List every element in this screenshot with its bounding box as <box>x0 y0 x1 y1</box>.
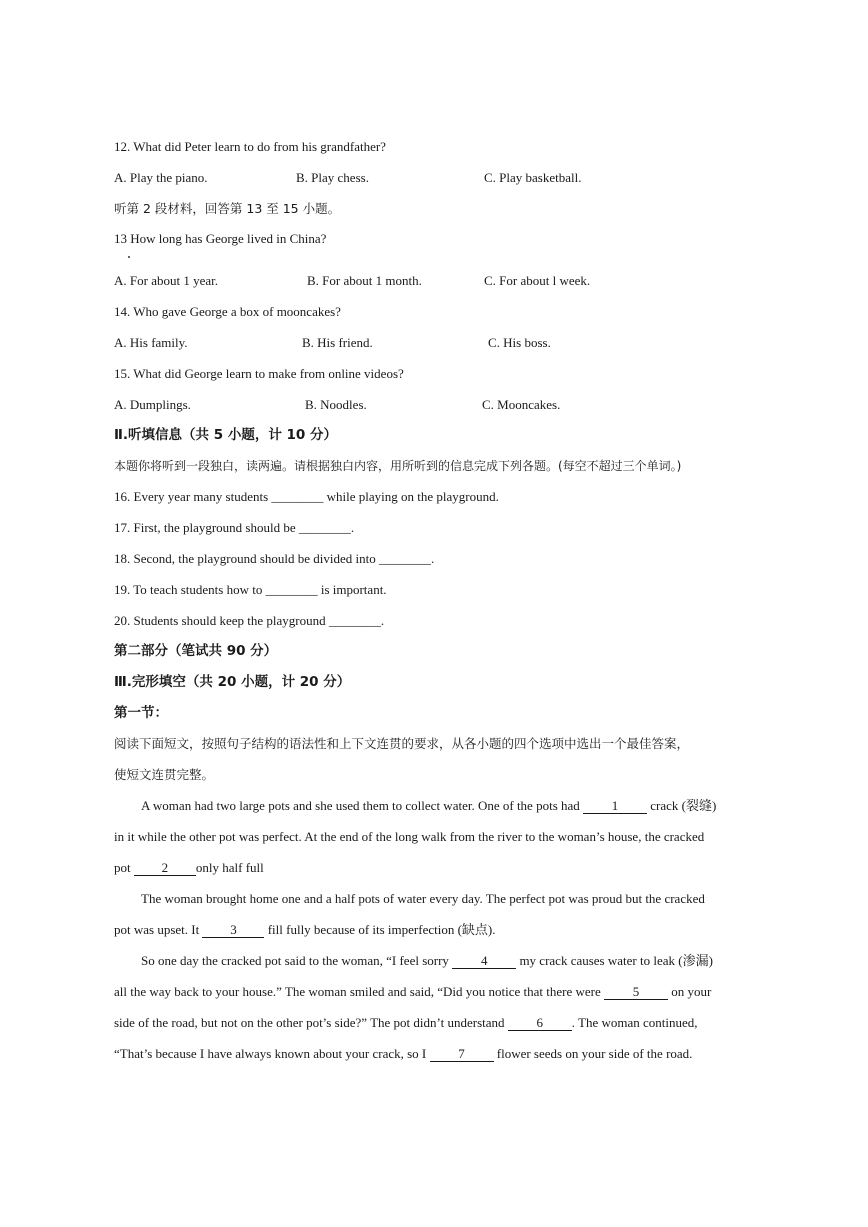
question-14: 14. Who gave George a box of mooncakes? <box>114 304 341 319</box>
passage-line-2: in it while the other pot was perfect. At the end of the long walk from the river to the woman’s house, the cracked <box>114 829 705 844</box>
cloze-blank-2: 2 <box>134 861 196 876</box>
q13-option-c: C. For about l week. <box>484 273 591 288</box>
passage-line-5 <box>114 922 496 938</box>
q14-option-c: C. His boss. <box>488 335 551 350</box>
passage-text: only half full <box>195 860 264 875</box>
passage-line-7 <box>114 984 711 1000</box>
q12-option-a: A. Play the piano. <box>114 170 208 185</box>
passage-text: pot <box>114 860 134 875</box>
written-part-title: 第二部分（笔试共 90 分） <box>114 643 278 659</box>
stray-dot-mark <box>128 256 130 258</box>
q13-option-b: B. For about 1 month. <box>307 273 422 288</box>
cloze-instructions-line-2: 使短文连贯完整。 <box>114 767 215 782</box>
question-15: 15. What did George learn to make from online videos? <box>114 366 404 381</box>
passage-text: “That’s because I have always known about your crack, so I <box>114 1046 430 1061</box>
part-3-title: Ⅲ.完形填空（共 20 小题，计 20 分） <box>114 674 351 690</box>
cloze-blank-4: 4 <box>452 954 516 969</box>
fill-question-17: 17. First, the playground should be ________. <box>114 520 355 535</box>
question-12: 12. What did Peter learn to do from his grandfather? <box>114 139 386 154</box>
fill-question-20: 20. Students should keep the playground ________. <box>114 613 385 628</box>
passage-text: all the way back to your house.” The woman smiled and said, “Did you notice that there were <box>114 984 605 999</box>
cloze-blank-7: 7 <box>430 1047 494 1062</box>
passage-text: flower seeds on your side of the road. <box>493 1046 693 1061</box>
cloze-instructions-line-1: 阅读下面短文，按照句子结构的语法性和上下文连贯的要求，从各小题的四个选项中选出一个最佳答案， <box>114 736 690 751</box>
fill-question-18: 18. Second, the playground should be divided into ________. <box>114 551 435 566</box>
section-2-intro: 听第 2 段材料，回答第 13 至 15 小题。 <box>114 201 341 216</box>
part-2-title: Ⅱ.听填信息（共 5 小题，计 10 分） <box>114 427 338 443</box>
passage-text: So one day the cracked pot said to the woman, “I feel sorry <box>141 953 453 968</box>
cloze-blank-6: 6 <box>508 1016 572 1031</box>
passage-text: on your <box>668 984 712 999</box>
fill-question-19: 19. To teach students how to ________ is important. <box>114 582 387 597</box>
cloze-blank-3: 3 <box>202 923 264 938</box>
passage-text: side of the road, but not on the other pot’s side?” The pot didn’t understand <box>114 1015 508 1030</box>
passage-text: fill fully because of its imperfection (缺点). <box>264 922 496 937</box>
q15-option-b: B. Noodles. <box>305 397 367 412</box>
passage-text: pot was upset. It <box>114 922 203 937</box>
q13-option-a: A. For about 1 year. <box>114 273 218 288</box>
passage-text: crack (裂缝) <box>647 798 717 813</box>
q12-option-c: C. Play basketball. <box>484 170 582 185</box>
cloze-blank-5: 5 <box>604 985 668 1000</box>
fill-question-16: 16. Every year many students ________ while playing on the playground. <box>114 489 499 504</box>
passage-text: . The woman continued, <box>571 1015 698 1030</box>
q15-option-c: C. Mooncakes. <box>482 397 561 412</box>
q14-option-b: B. His friend. <box>302 335 373 350</box>
q12-option-b: B. Play chess. <box>296 170 369 185</box>
passage-line-8 <box>114 1015 698 1031</box>
passage-line-1 <box>141 798 716 814</box>
passage-line-9 <box>114 1046 692 1062</box>
question-13: 13 How long has George lived in China? <box>114 231 327 246</box>
q14-option-a: A. His family. <box>114 335 188 350</box>
passage-line-4: The woman brought home one and a half pots of water every day. The perfect pot was proud but the cracked <box>141 891 705 906</box>
passage-line-3 <box>114 860 264 876</box>
passage-line-6 <box>141 953 713 969</box>
passage-text: A woman had two large pots and she used them to collect water. One of the pots had <box>141 798 584 813</box>
part-2-instructions: 本题你将听到一段独白，读两遍。请根据独白内容，用所听到的信息完成下列各题。(每空不超过三个单词。) <box>114 459 682 473</box>
passage-text: my crack causes water to leak (渗漏) <box>516 953 713 968</box>
section-1-title: 第一节： <box>114 705 168 721</box>
q15-option-a: A. Dumplings. <box>114 397 191 412</box>
cloze-blank-1: 1 <box>583 799 647 814</box>
